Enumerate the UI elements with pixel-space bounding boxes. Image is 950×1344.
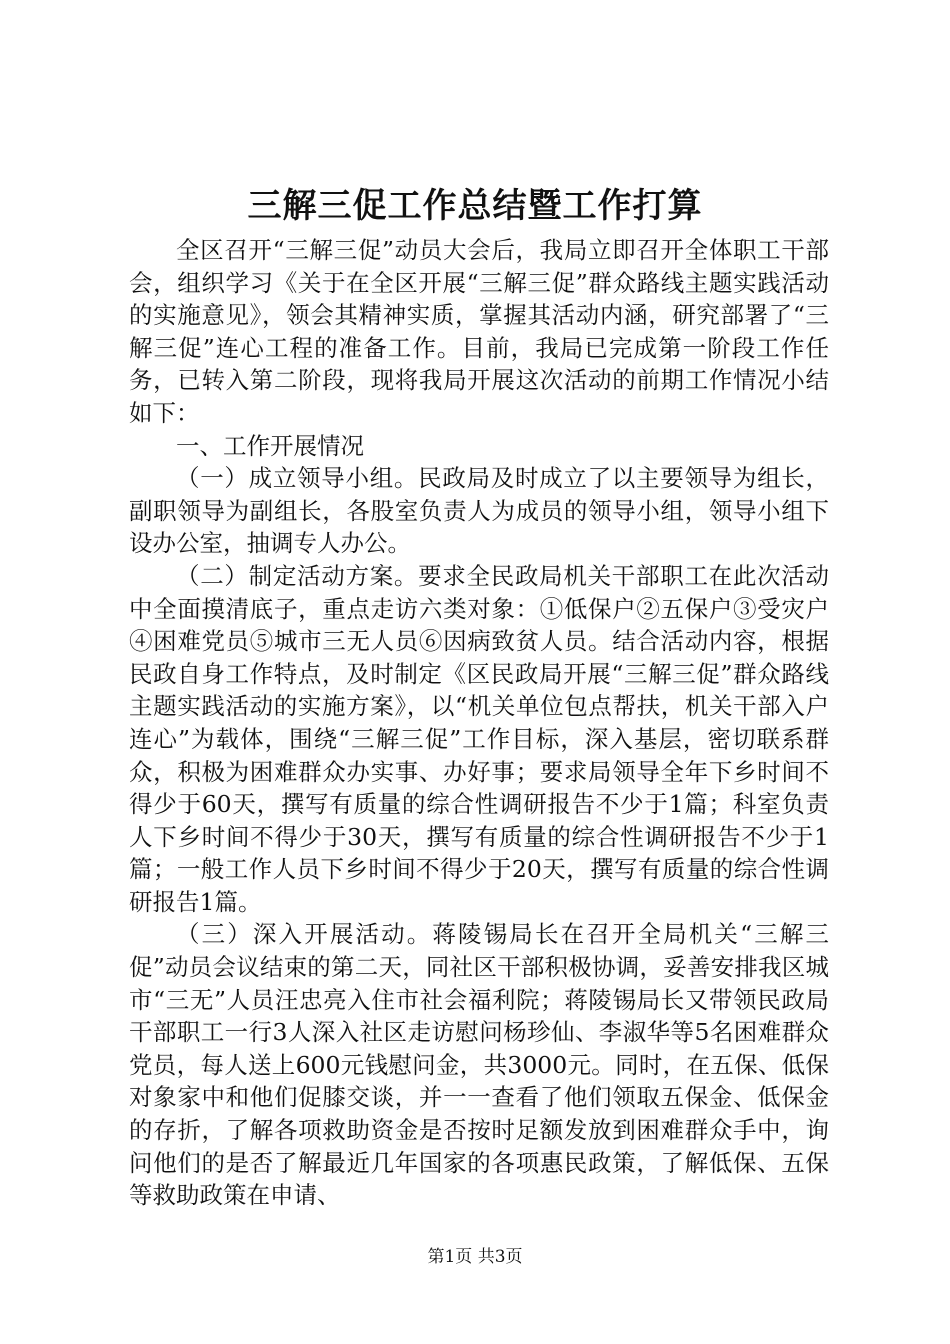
paragraph-leadership-group: （一）成立领导小组。民政局及时成立了以主要领导为组长，副职领导为副组长，各股室负责人为成员的领导小组，领导小组下设办公室，抽调专人办公。 bbox=[129, 464, 829, 558]
page-footer: 第1页 共3页 bbox=[427, 1247, 523, 1267]
document-title: 三解三促工作总结暨工作打算 bbox=[247, 186, 703, 226]
paragraph-activity-plan: （二）制定活动方案。要求全民政局机关干部职工在此次活动中全面摸清底子，重点走访六类对象：①低保户②五保户③受灾户④困难党员⑤城市三无人员⑥因病致贫人员。结合活动内容，根据民政自身工作特点，及时制定《区民政局开展“三解三促”群众路线主题实践活动的实施方案》，以“机关单位包点帮扶，机关干部入户连心”为载体，围绕“三解三促”工作目标，深入基层，密切联系群众，积极为困难群众办实事、办好事；要求局领导全年下乡时间不得少于60天，撰写有质量的综合性调研报告不少于1篇；科室负责人下乡时间不得少于30天，撰写有质量的综合性调研报告不少于1篇；一般工作人员下乡时间不得少于20天，撰写有质量的综合性调研报告1篇。 bbox=[129, 561, 829, 916]
section-heading: 一、工作开展情况 bbox=[176, 431, 364, 460]
paragraph-activities: （三）深入开展活动。蒋陵锡局长在召开全局机关“三解三促”动员会议结束的第二天，同社区干部积极协调，妥善安排我区城市“三无”人员汪忠亮入住市社会福利院；蒋陵锡局长又带领民政局干部职工一行3人深入社区走访慰问杨珍仙、李淑华等5名困难群众党员，每人送上600元钱慰问金，共3000元。同时，在五保、低保对象家中和他们促膝交谈，并一一查看了他们领取五保金、低保金的存折，了解各项救助资金是否按时足额发放到困难群众手中，询问他们的是否了解最近几年国家的各项惠民政策，了解低保、五保等救助政策在申请、 bbox=[129, 920, 829, 1210]
paragraph-intro: 全区召开“三解三促”动员大会后，我局立即召开全体职工干部会，组织学习《关于在全区开展“三解三促”群众路线主题实践活动的实施意见》，领会其精神实质，掌握其活动内涵，研究部署了“三解三促”连心工程的准备工作。目前，我局已完成第一阶段工作任务，已转入第二阶段，现将我局开展这次活动的前期工作情况小结如下： bbox=[129, 236, 829, 427]
document-body bbox=[129, 234, 829, 1212]
